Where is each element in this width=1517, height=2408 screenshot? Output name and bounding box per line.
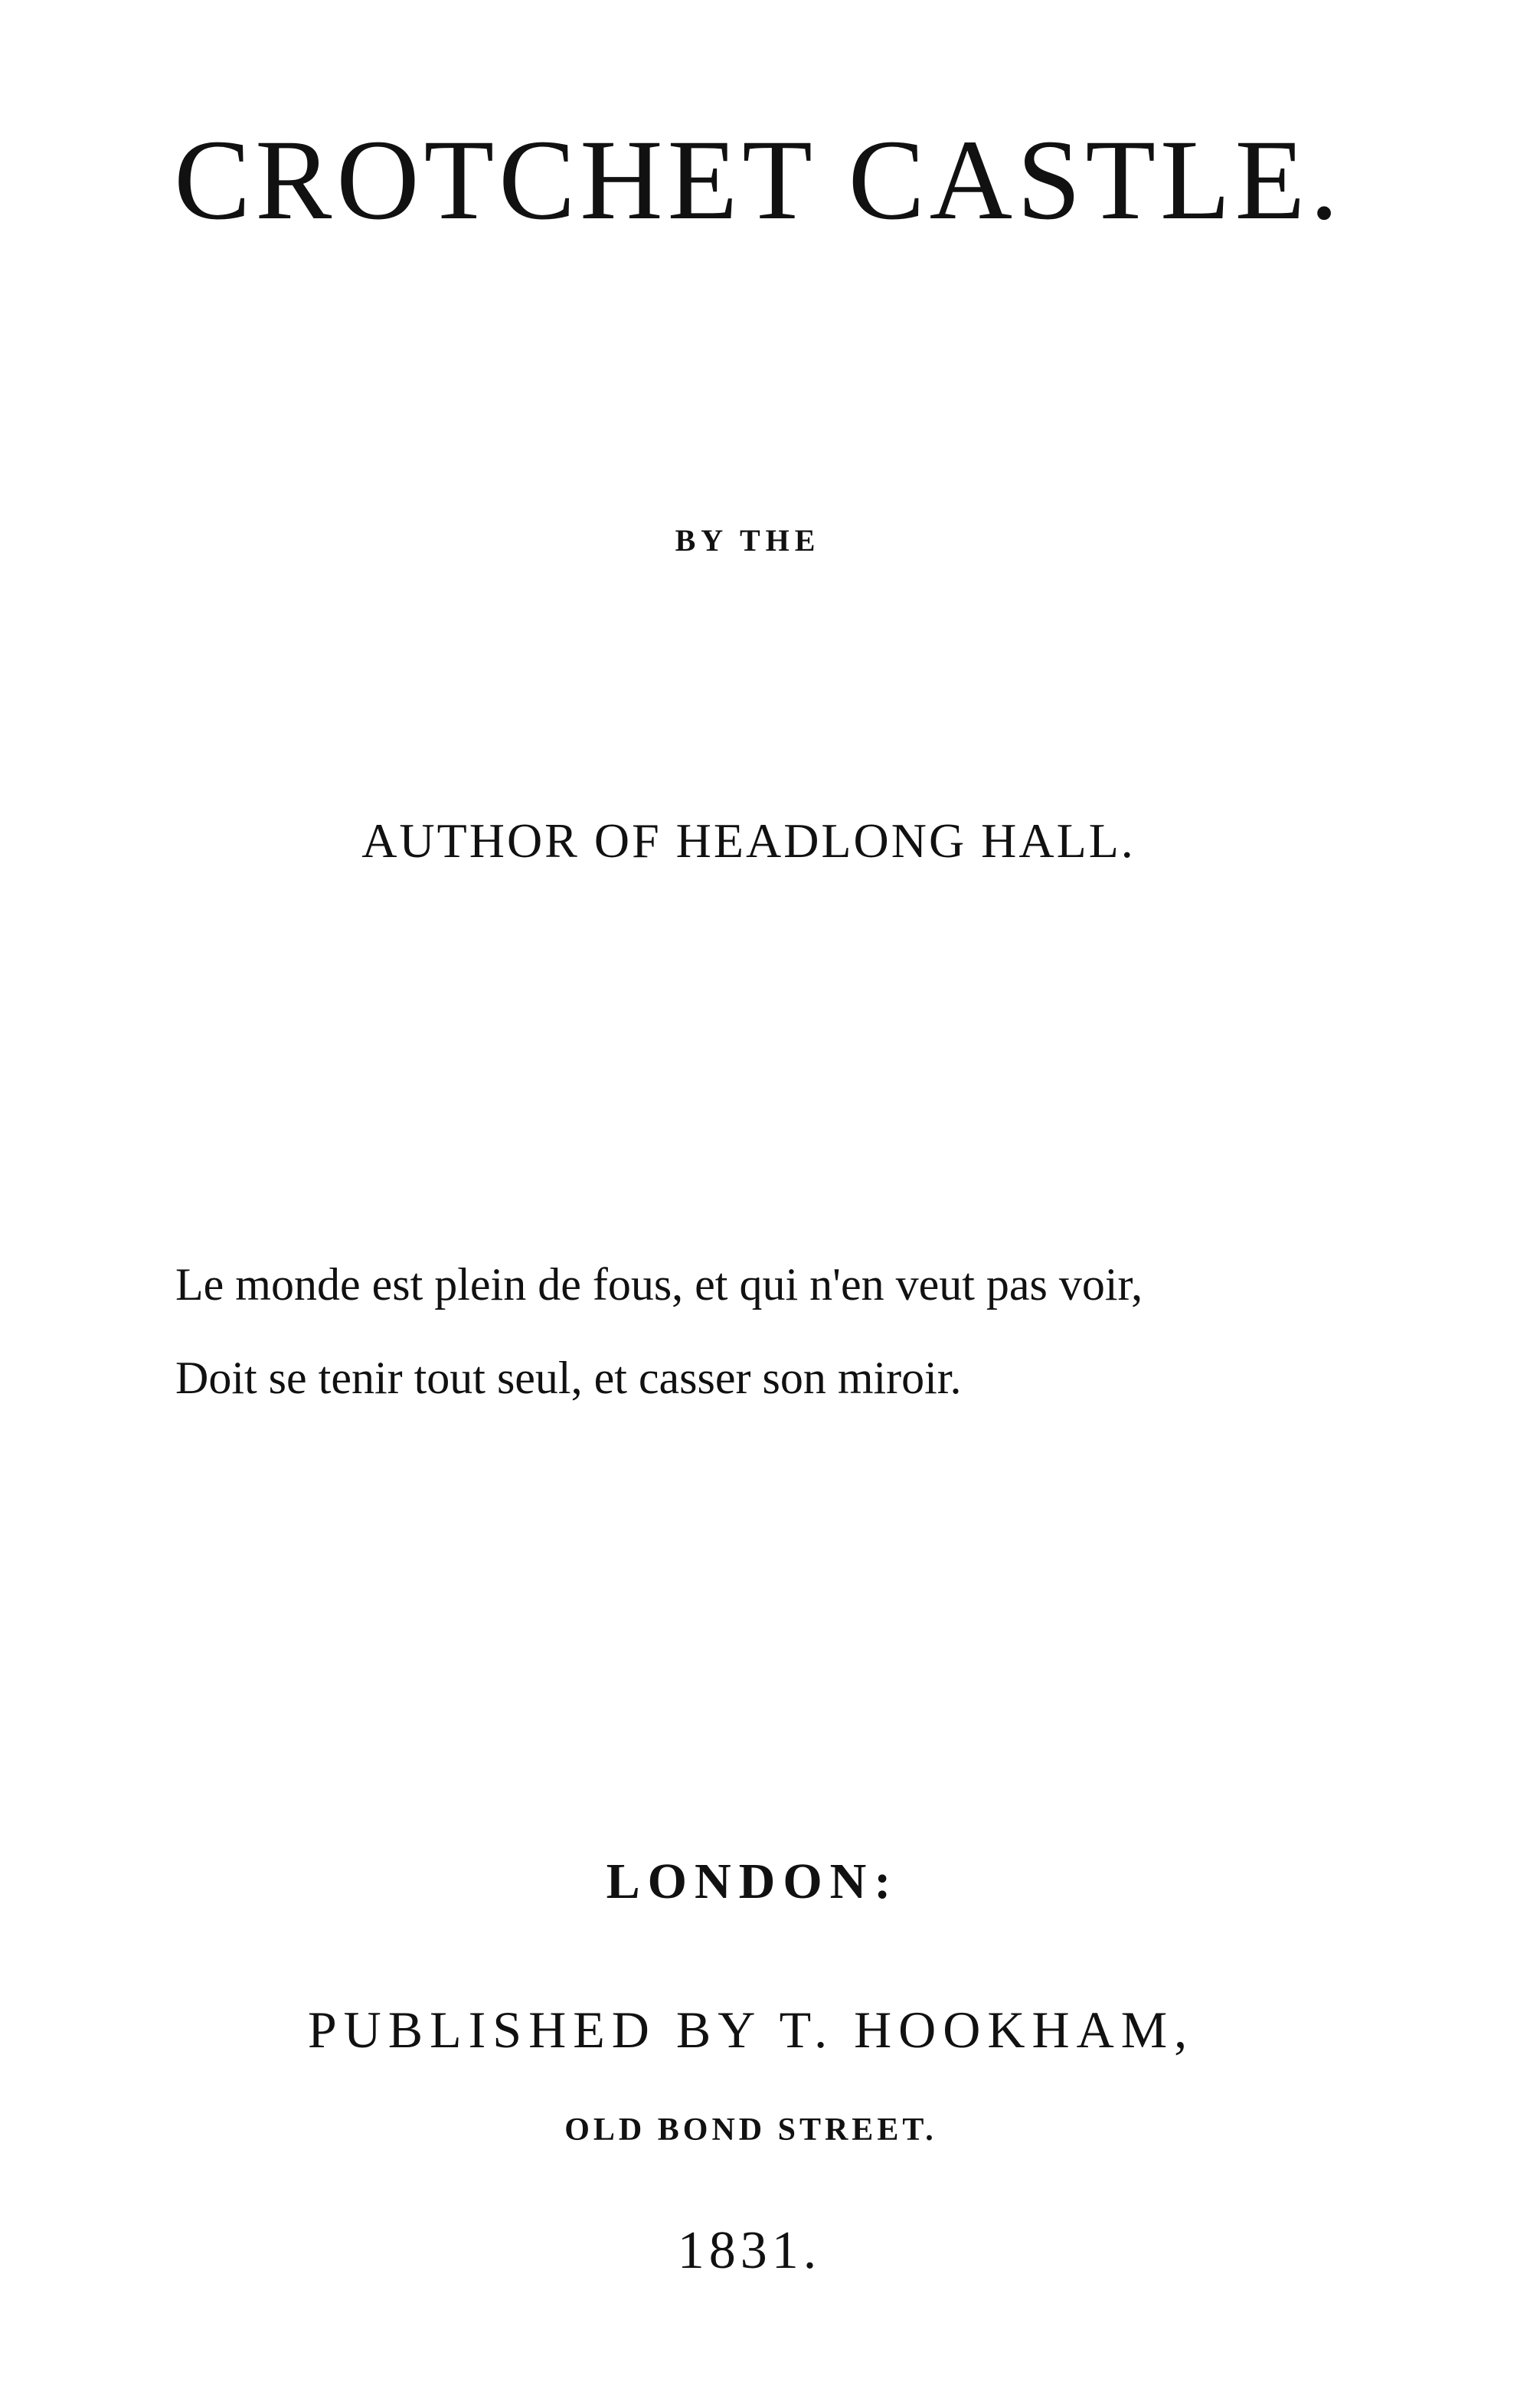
byline: BY THE [675, 523, 821, 558]
epigraph-line-1: Le monde est plein de fous, et qui n'en veut pas voir, [175, 1259, 1143, 1310]
imprint-city: LONDON: [606, 1853, 899, 1909]
imprint-year: 1831. [677, 2221, 822, 2280]
author-credit: AUTHOR OF HEADLONG HALL. [361, 813, 1136, 868]
imprint-publisher: PUBLISHED BY T. HOOKHAM, [307, 2001, 1195, 2059]
imprint-street: OLD BOND STREET. [564, 2112, 937, 2148]
epigraph-line-2: Doit se tenir tout seul, et casser son miroir. [175, 1353, 962, 1403]
book-title: CROTCHET CASTLE. [174, 116, 1343, 244]
epigraph [175, 1238, 1143, 1425]
